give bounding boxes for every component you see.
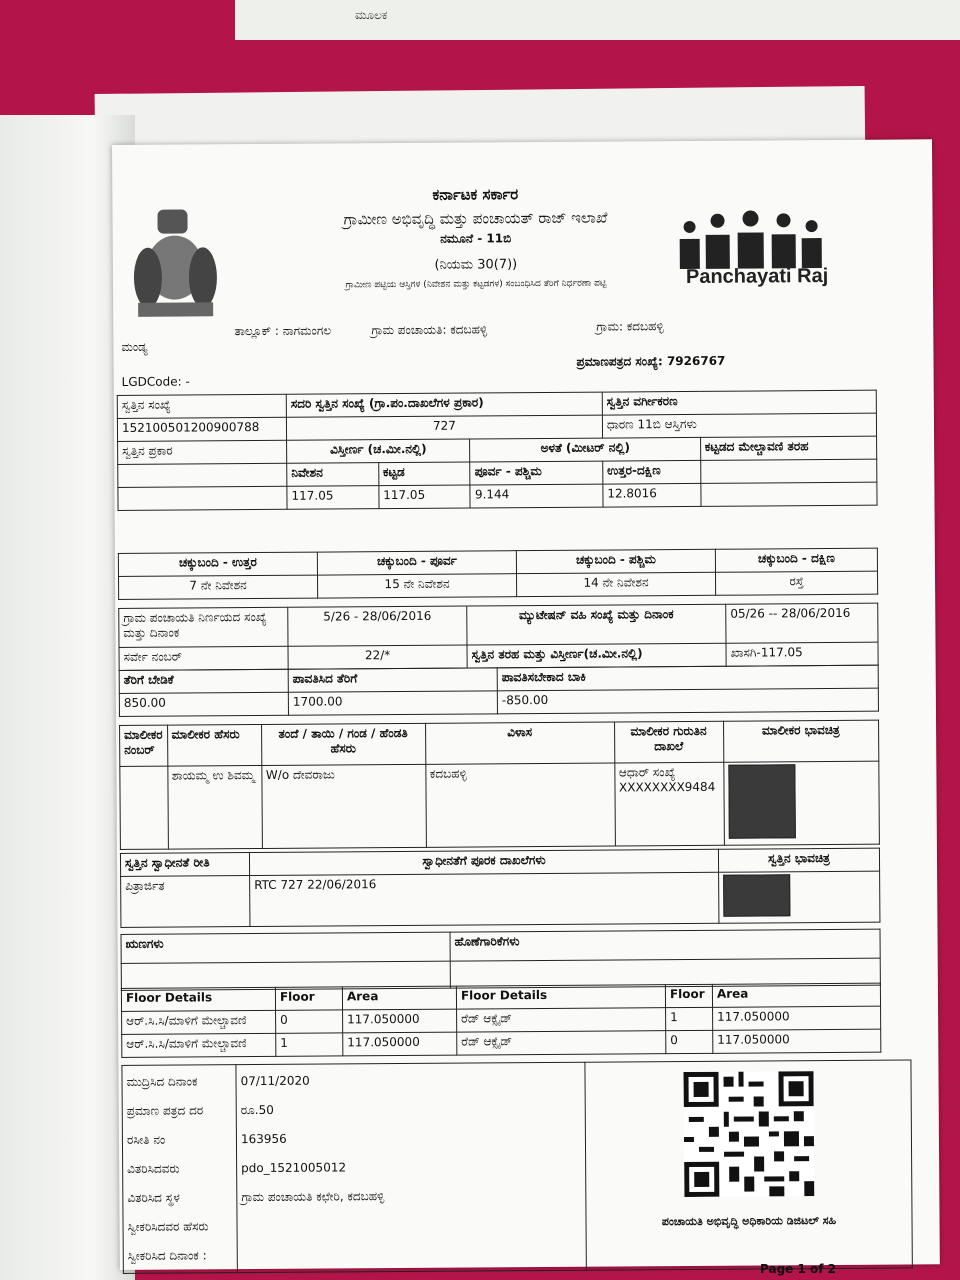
digital-signature-label: ಪಂಚಾಯತಿ ಅಭಿವೃದ್ಧಿ ಅಧಿಕಾರಿಯ ಡಿಜಿಟಲ್ ಸಹಿ [661, 1213, 837, 1229]
fee-value: ರೂ.50 [240, 1102, 274, 1118]
floor-detail: ಆರ್.ಸಿ.ಸಿ/ಮಾಳಿಗೆ ಮೇಲ್ಚಾವಣಿ [122, 1033, 276, 1057]
south-label: ಚಕ್ಕುಬಂದಿ - ದಕ್ಷಿಣ [715, 548, 877, 572]
village: ಗ್ರಾಮ: ಕದಬಹಳ್ಳಿ [596, 319, 664, 334]
floor-detail: ಆರ್.ಸಿ.ಸಿ/ಮಾಳಿಗೆ ಮೇಲ್ಚಾವಣಿ [122, 1010, 276, 1034]
state-emblem-icon [127, 207, 223, 323]
floor-area: 117.050000 [713, 1029, 881, 1053]
issuer-value: pdo_1521005012 [241, 1160, 347, 1176]
owner-id-value: XXXXXXXX9484 [618, 779, 716, 795]
floor-number: 0 [666, 1030, 713, 1053]
property-photo [723, 874, 790, 916]
floor-detail: ರೆಡ್ ಆಕ್ಸೈಡ್ [457, 1031, 666, 1055]
owner-name-label: ಮಾಲೀಕರ ಹೆಸರು [167, 724, 261, 766]
area-label: ವಿಸ್ತೀರ್ಣ (ಚ.ಮೀ.ನಲ್ಲಿ) [287, 439, 471, 463]
area-header-right: Area [712, 983, 880, 1007]
floor-number: 0 [276, 1010, 343, 1033]
issue-details-table [121, 1059, 912, 1274]
ownership-method: ಪಿತ್ರಾರ್ಜಿತ [121, 876, 250, 928]
header-subtitle: ಗ್ರಾಮೀಣ ಪಟ್ಟಿಯ ಆಸ್ತಿಗಳ (ನಿವೇಶನ ಮತ್ತು ಕಟ್ಟಡಗಳ) ಸಂಬಂಧಿಸಿದ ತೆರಿಗೆ ನಿರ್ಧರಣಾ ಪಟ್ಟಿ [345, 278, 607, 291]
place-value: ಗ್ರಾಮ ಪಂಚಾಯತಿ ಕಛೇರಿ, ಕದಬಹಳ್ಳಿ [241, 1189, 385, 1205]
east-west-value: 9.144 [470, 484, 603, 508]
header-line1: ಕರ್ನಾಟಕ ಸರ್ಕಾರ [432, 185, 519, 204]
property-type-label: ಸ್ವತ್ತಿನ ಪ್ರಕಾರ [118, 440, 287, 464]
measure-label: ಅಳತೆ (ಮೀಟರ್ ನಲ್ಲಿ) [470, 437, 700, 462]
sadari-value: 727 [286, 415, 602, 440]
area-type-label: ಸ್ವತ್ತಿನ ತರಹ ಮತ್ತು ವಿಸ್ತೀರ್ಣ(ಚ.ಮೀ.ನಲ್ಲಿ) [467, 643, 726, 668]
relation-name: W/o ದೇವರಾಜು [261, 764, 426, 848]
qr-code-icon [683, 1071, 814, 1197]
property-id-value: 152100501200900788 [117, 417, 286, 441]
floor-details-header-left: Floor Details [121, 987, 275, 1011]
lgd-code: LGDCode: - [121, 374, 190, 389]
property-photo-label: ಸ್ವತ್ತಿನ ಭಾವಚಿತ್ರ [718, 848, 879, 872]
owner-no-label: ಮಾಲೀಕರ ನಂಬರ್ [120, 725, 168, 766]
site-value: 117.05 [287, 486, 379, 510]
owner-photo-label: ಮಾಲೀಕರ ಭಾವಚಿತ್ರ [723, 720, 879, 762]
ownership-docs-label: ಸ್ವಾಧೀನತೆಗೆ ಪೂರಕ ದಾಖಲೆಗಳು [249, 849, 718, 875]
top-paper [235, 0, 960, 40]
receipt-number: 163956 [240, 1131, 287, 1147]
building-label: ಕಟ್ಟಡ [378, 462, 470, 486]
relation-label: ತಂದೆ / ತಾಯಿ / ಗಂಡ / ಹೆಂಡತಿ ಹೆಸರು [261, 723, 425, 765]
resolution-value: 5/26 - 28/06/2016 [288, 606, 467, 646]
tax-demand-value: 850.00 [119, 692, 288, 716]
north-value: 7 ನೇ ನಿವೇಶನ [119, 575, 318, 599]
floor-details-table [121, 983, 881, 1058]
east-label: ಚಕ್ಕುಬಂದಿ - ಪೂರ್ವ [317, 551, 516, 575]
print-date: 07/11/2020 [240, 1073, 310, 1089]
top-paper-text: ಮೂಲಕ [355, 8, 388, 22]
encumbrance-right-label: ಹೊಣೆಗಾರಿಕೆಗಳು [450, 929, 880, 961]
east-value: 15 ನೇ ನಿವೇಶನ [318, 574, 517, 598]
floor-header-left: Floor [275, 987, 342, 1010]
tax-table [119, 665, 879, 717]
gram-panchayat: ಗ್ರಾಮ ಪಂಚಾಯತಿ: ಕದಬಹಳ್ಳಿ [371, 322, 488, 338]
ownership-docs: RTC 727 22/06/2016 [250, 872, 719, 926]
tax-balance-label: ಪಾವತಿಸಬೇಕಾದ ಬಾಕಿ [497, 665, 878, 691]
owner-name: ಶಾಯಮ್ಮ ಉ ಶಿವಮ್ಮ [167, 765, 262, 849]
resolution-label: ಗ್ರಾಮ ಪಂಚಾಯತಿ ನಿರ್ಣಯದ ಸಂಖ್ಯೆ ಮತ್ತು ದಿನಾಂಕ [119, 607, 288, 647]
receiver-label: ಸ್ವೀಕರಿಸಿದವರ ಹೆಸರು [127, 1219, 209, 1234]
floor-number: 1 [666, 1007, 713, 1030]
mutation-value: 05/26 -- 28/06/2016 [726, 603, 878, 643]
page-number: Page 1 of 2 [760, 1262, 836, 1276]
tax-balance-value: -850.00 [497, 688, 878, 714]
fee-label: ಪ್ರಮಾಣ ಪತ್ರದ ದರ [126, 1103, 204, 1118]
received-date-label: ಸ್ವೀಕರಿಸಿದ ದಿನಾಂಕ : [127, 1248, 207, 1263]
place-label: ವಿತರಿಸಿದ ಸ್ಥಳ [127, 1190, 180, 1205]
owner-address: ಕದಬಹಳ್ಳಿ [425, 763, 615, 847]
form-11b [115, 164, 923, 1270]
receipt-label: ರಸೀತಿ ನಂ [126, 1132, 166, 1147]
area-type-value: ಖಾಸಗಿ-117.05 [726, 642, 878, 666]
owner-table [119, 720, 880, 850]
header-line2: ಗ್ರಾಮೀಣ ಅಭಿವೃದ್ಧಿ ಮತ್ತು ಪಂಚಾಯತ್ ರಾಜ್ ಇಲಾಖೆ [343, 208, 608, 229]
tax-paid-value: 1700.00 [288, 691, 497, 715]
taluk: ತಾಲ್ಲೂಕ್ : ನಾಗಮಂಗಲ [234, 323, 332, 339]
floor-details-header-right: Floor Details [456, 985, 665, 1009]
classification-value: ಧಾರಣ 11ಬಿ ಆಸ್ತಿಗಳು [602, 413, 876, 438]
survey-value: 22/* [288, 645, 467, 669]
district: ಮಂಡ್ಯ [121, 339, 148, 354]
north-label: ಚಕ್ಕುಬಂದಿ - ಉತ್ತರ [118, 552, 317, 576]
tax-demand-label: ತೆರಿಗೆ ಬೇಡಿಕೆ [119, 669, 288, 693]
encumbrance-table [121, 929, 881, 991]
header-rule: (ನಿಯಮ 30(7)) [434, 257, 518, 273]
building-value: 117.05 [379, 485, 471, 509]
north-south-value: 12.8016 [603, 483, 701, 507]
address-label: ವಿಳಾಸ [425, 722, 614, 764]
owner-id-type: ಆಧಾರ್ ಸಂಖ್ಯೆ [618, 765, 676, 780]
floor-number: 1 [276, 1033, 343, 1056]
ownership-method-label: ಸ್ವತ್ತಿನ ಸ್ವಾಧೀನತೆ ರೀತಿ [120, 853, 249, 877]
site-label: ನಿವೇಶನ [287, 463, 379, 487]
south-value: ರಸ್ತೆ [715, 571, 877, 595]
area-header-left: Area [342, 986, 456, 1010]
resolution-table [118, 603, 878, 671]
west-value: 14 ನೇ ನಿವೇಶನ [517, 572, 716, 596]
property-id-label: ಸ್ವತ್ತಿನ ಸಂಖ್ಯೆ [117, 394, 286, 418]
mutation-label: ಮ್ಯುಟೇಷನ್ ವಹಿ ಸಂಖ್ಯೆ ಮತ್ತು ದಿನಾಂಕ [467, 604, 726, 645]
floor-header-right: Floor [665, 984, 712, 1007]
ownership-table [120, 848, 881, 928]
west-label: ಚಕ್ಕುಬಂದಿ - ಪಶ್ಚಿಮ [516, 549, 715, 573]
roof-label: ಕಟ್ಟಡದ ಮೇಲ್ಚಾವಣಿ ತರಹ [700, 436, 876, 460]
header-form-no: ನಮೂನೆ - 11ಬಿ [440, 231, 512, 246]
issuer-label: ವಿತರಿಸಿದವರು [127, 1161, 180, 1176]
encumbrance-left-label: ಋಣಗಳು [121, 932, 450, 963]
floor-detail: ರೆಡ್ ಆಕ್ಸೈಡ್ [457, 1008, 666, 1032]
certificate-number: ಪ್ರಮಾಣಪತ್ರದ ಸಂಖ್ಯೆ: 7926767 [576, 353, 726, 369]
classification-label: ಸ್ವತ್ತಿನ ವರ್ಗೀಕರಣ [602, 390, 876, 415]
floor-area: 117.050000 [713, 1006, 881, 1030]
table-row [122, 1029, 881, 1057]
owner-photo [728, 764, 796, 838]
owner-id-label: ಮಾಲೀಕರ ಗುರುತಿನ ದಾಖಲೆ [614, 721, 723, 763]
floor-area: 117.050000 [343, 1009, 457, 1033]
print-date-label: ಮುದ್ರಿಸಿದ ದಿನಾಂಕ [126, 1074, 198, 1089]
north-south-label: ಉತ್ತರ-ದಕ್ಷಿಣ [603, 460, 701, 484]
survey-label: ಸರ್ವೇ ನಂಬರ್ [119, 646, 288, 670]
east-west-label: ಪೂರ್ವ - ಪಶ್ಚಿಮ [470, 461, 603, 485]
boundaries-table [118, 548, 878, 600]
property-table [117, 390, 878, 511]
logo-text: Panchayati Raj [685, 265, 829, 288]
tax-paid-label: ಪಾವತಿಸಿದ ತೆರಿಗೆ [288, 668, 497, 692]
document-sheet [112, 139, 940, 1270]
sadari-label: ಸದರಿ ಸ್ವತ್ತಿನ ಸಂಖ್ಯೆ (ಗ್ರಾ.ಪಂ.ದಾಖಲೆಗಳ ಪ್ರಕಾರ) [286, 392, 602, 417]
floor-area: 117.050000 [343, 1032, 457, 1056]
